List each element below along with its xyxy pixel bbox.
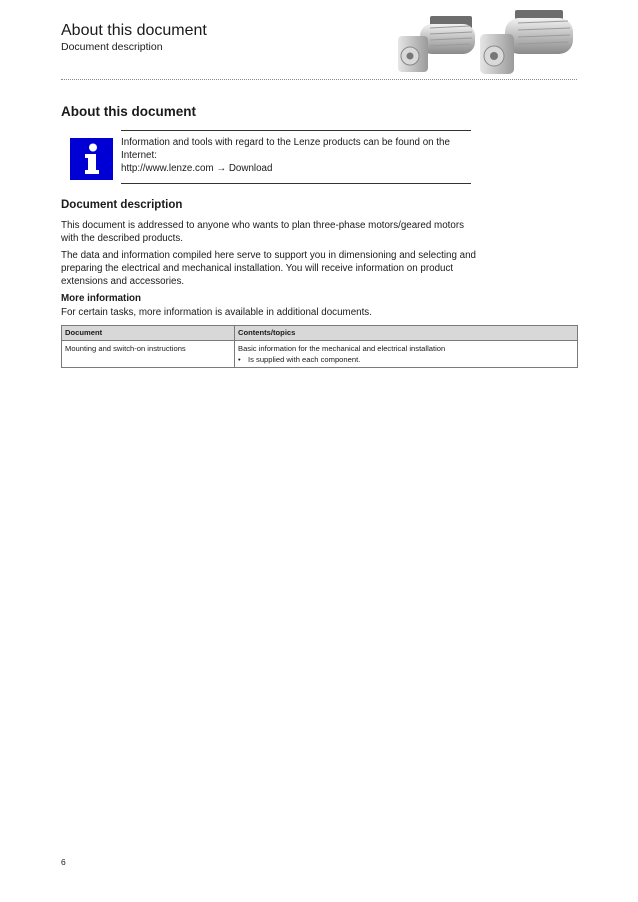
description-paragraph-2: The data and information compiled here serve to support you in dimensioning and selecting and preparing the electrical and mechanical installation. You will receive information on product extensions and accessories.: [61, 250, 476, 287]
bullet-icon: •: [238, 355, 241, 364]
info-link-line: [121, 163, 272, 174]
arrow-right-icon: →: [216, 163, 227, 174]
geared-motor-image: [390, 6, 580, 78]
table-header-document: Document: [62, 326, 235, 341]
header-title: About this document: [61, 22, 207, 39]
info-box-top-rule: [121, 130, 471, 131]
more-information-text: For certain tasks, more information is available in additional documents.: [61, 307, 372, 318]
contents-bullet: [238, 354, 574, 365]
header-divider: [61, 79, 577, 80]
table-cell-contents: [235, 341, 578, 368]
table-header-row: [62, 326, 578, 341]
table-cell-document: Mounting and switch-on instructions: [62, 341, 235, 368]
description-paragraph-1: This document is addressed to anyone who wants to plan three-phase motors/geared motors with the described products.: [61, 220, 464, 244]
document-description-heading: Document description: [61, 199, 183, 211]
documents-table: [61, 325, 578, 368]
lenze-link[interactable]: http://www.lenze.com: [121, 163, 214, 174]
table-header-contents: Contents/topics: [235, 326, 578, 341]
info-box-bottom-rule: [121, 183, 471, 184]
info-icon: [70, 138, 113, 180]
section-title: About this document: [61, 104, 196, 119]
contents-text: Basic information for the mechanical and electrical installation: [238, 344, 446, 353]
download-link[interactable]: Download: [228, 163, 273, 174]
page-number: 6: [61, 857, 66, 867]
header-subtitle: Document description: [61, 41, 163, 53]
more-information-heading: More information: [61, 293, 142, 304]
bullet-text: Is supplied with each component.: [248, 355, 361, 364]
info-text: Information and tools with regard to the Lenze products can be found on the Internet:: [121, 137, 450, 161]
table-row: [62, 341, 578, 368]
